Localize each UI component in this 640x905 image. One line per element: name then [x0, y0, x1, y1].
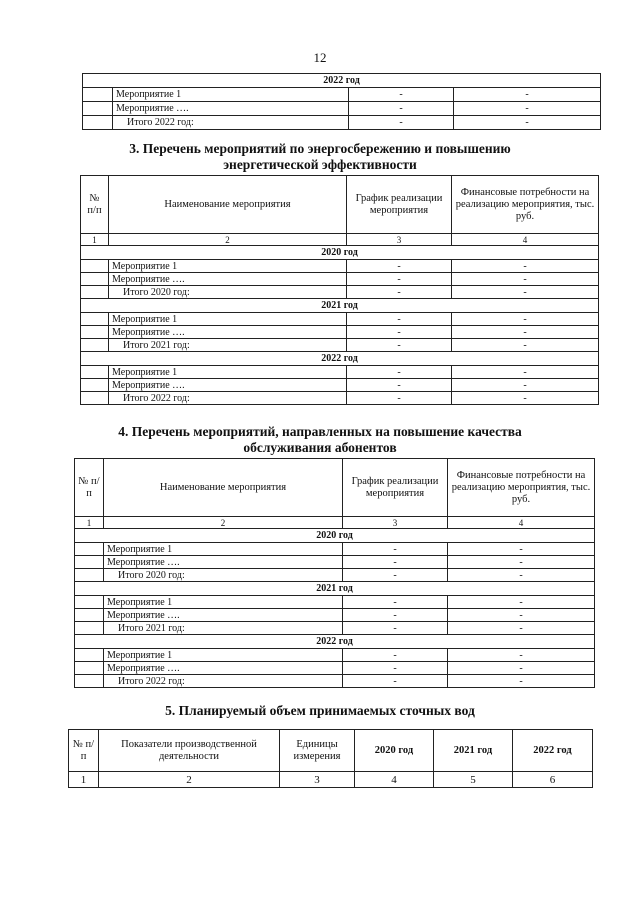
- table-row: Мероприятие …. - -: [81, 273, 599, 286]
- table-row: Мероприятие 1 - -: [81, 366, 599, 379]
- table-row: Мероприятие …. - -: [81, 326, 599, 339]
- page-number: 12: [313, 50, 327, 65]
- table-header-row: № п/п Наименование мероприятия График реализации мероприятия Финансовые потребности на реализацию мероприятия, тыс. руб.: [75, 459, 595, 517]
- year-header: 2020 год: [81, 246, 599, 260]
- year-header: 2021 год: [75, 582, 595, 596]
- section-3-table: № п/п Наименование мероприятия График реализации мероприятия Финансовые потребности на реализацию мероприятия, тыс. руб. 1 2 3 4 2020 год Мероприятие 1 - - Мероприятие …. - - Итого 2020 год: - - 2021 год Мероприятие 1 - - Мероприятие …. - - Итого 2021 год: - - 2022 год Мероприятие 1 - - Мероприятие …. - - Итого 2022 год: - -: [80, 175, 599, 405]
- table-row: Мероприятие …. - -: [83, 102, 601, 116]
- table-row: Мероприятие 1 - -: [81, 313, 599, 326]
- section-4-table: № п/п Наименование мероприятия График реализации мероприятия Финансовые потребности на реализацию мероприятия, тыс. руб. 1 2 3 4 2020 год Мероприятие 1 - - Мероприятие …. - - Итого 2020 год: - - 2021 год Мероприятие 1 - - Мероприятие …. - - Итого 2021 год: - - 2022 год Мероприятие 1 - - Мероприятие …. - - Итого 2022 год: - -: [74, 458, 595, 688]
- table-row: Итого 2021 год: - -: [75, 622, 595, 635]
- year-header: 2022 год: [81, 352, 599, 366]
- table-row: Итого 2020 год: - -: [75, 569, 595, 582]
- table-row: Мероприятие 1 - -: [81, 260, 599, 273]
- top-continuation-table: [82, 73, 601, 130]
- section-3-title: 3. Перечень мероприятий по энергосбережению и повышению энергетической эффективности: [129, 141, 511, 172]
- year-header: 2022 год: [75, 635, 595, 649]
- table-header-row: № п/п Наименование мероприятия График реализации мероприятия Финансовые потребности на реализацию мероприятия, тыс. руб.: [81, 176, 599, 234]
- year-header: 2020 год: [75, 529, 595, 543]
- year-header: 2021 год: [81, 299, 599, 313]
- table-row: Мероприятие …. - -: [75, 556, 595, 569]
- section-5-table: № п/п Показатели производственной деятельности Единицы измерения 2020 год 2021 год 2022 год 1 2 3 4 5 6: [68, 729, 593, 788]
- table-row: Мероприятие …. - -: [75, 609, 595, 622]
- table-row: Итого 2022 год: - -: [75, 675, 595, 688]
- year-header: 2022 год: [83, 74, 601, 88]
- table-row: Мероприятие …. - -: [81, 379, 599, 392]
- table-row: Мероприятие 1 - -: [75, 596, 595, 609]
- table-row: Итого 2022 год: - -: [81, 392, 599, 405]
- table-row: Итого 2021 год: - -: [81, 339, 599, 352]
- table-row: Итого 2020 год: - -: [81, 286, 599, 299]
- section-5-title: 5. Планируемый объем принимаемых сточных вод: [165, 703, 475, 718]
- table-header-row: № п/п Показатели производственной деятельности Единицы измерения 2020 год 2021 год 2022 год: [69, 730, 593, 772]
- table-row: Мероприятие 1 - -: [75, 543, 595, 556]
- table-row: Мероприятие …. - -: [75, 662, 595, 675]
- table-row: Итого 2022 год: - -: [83, 116, 601, 130]
- table-row: Мероприятие 1 - -: [75, 649, 595, 662]
- table-row: Мероприятие 1 - -: [83, 88, 601, 102]
- section-4-title: 4. Перечень мероприятий, направленных на повышение качества обслуживания абонентов: [118, 424, 522, 455]
